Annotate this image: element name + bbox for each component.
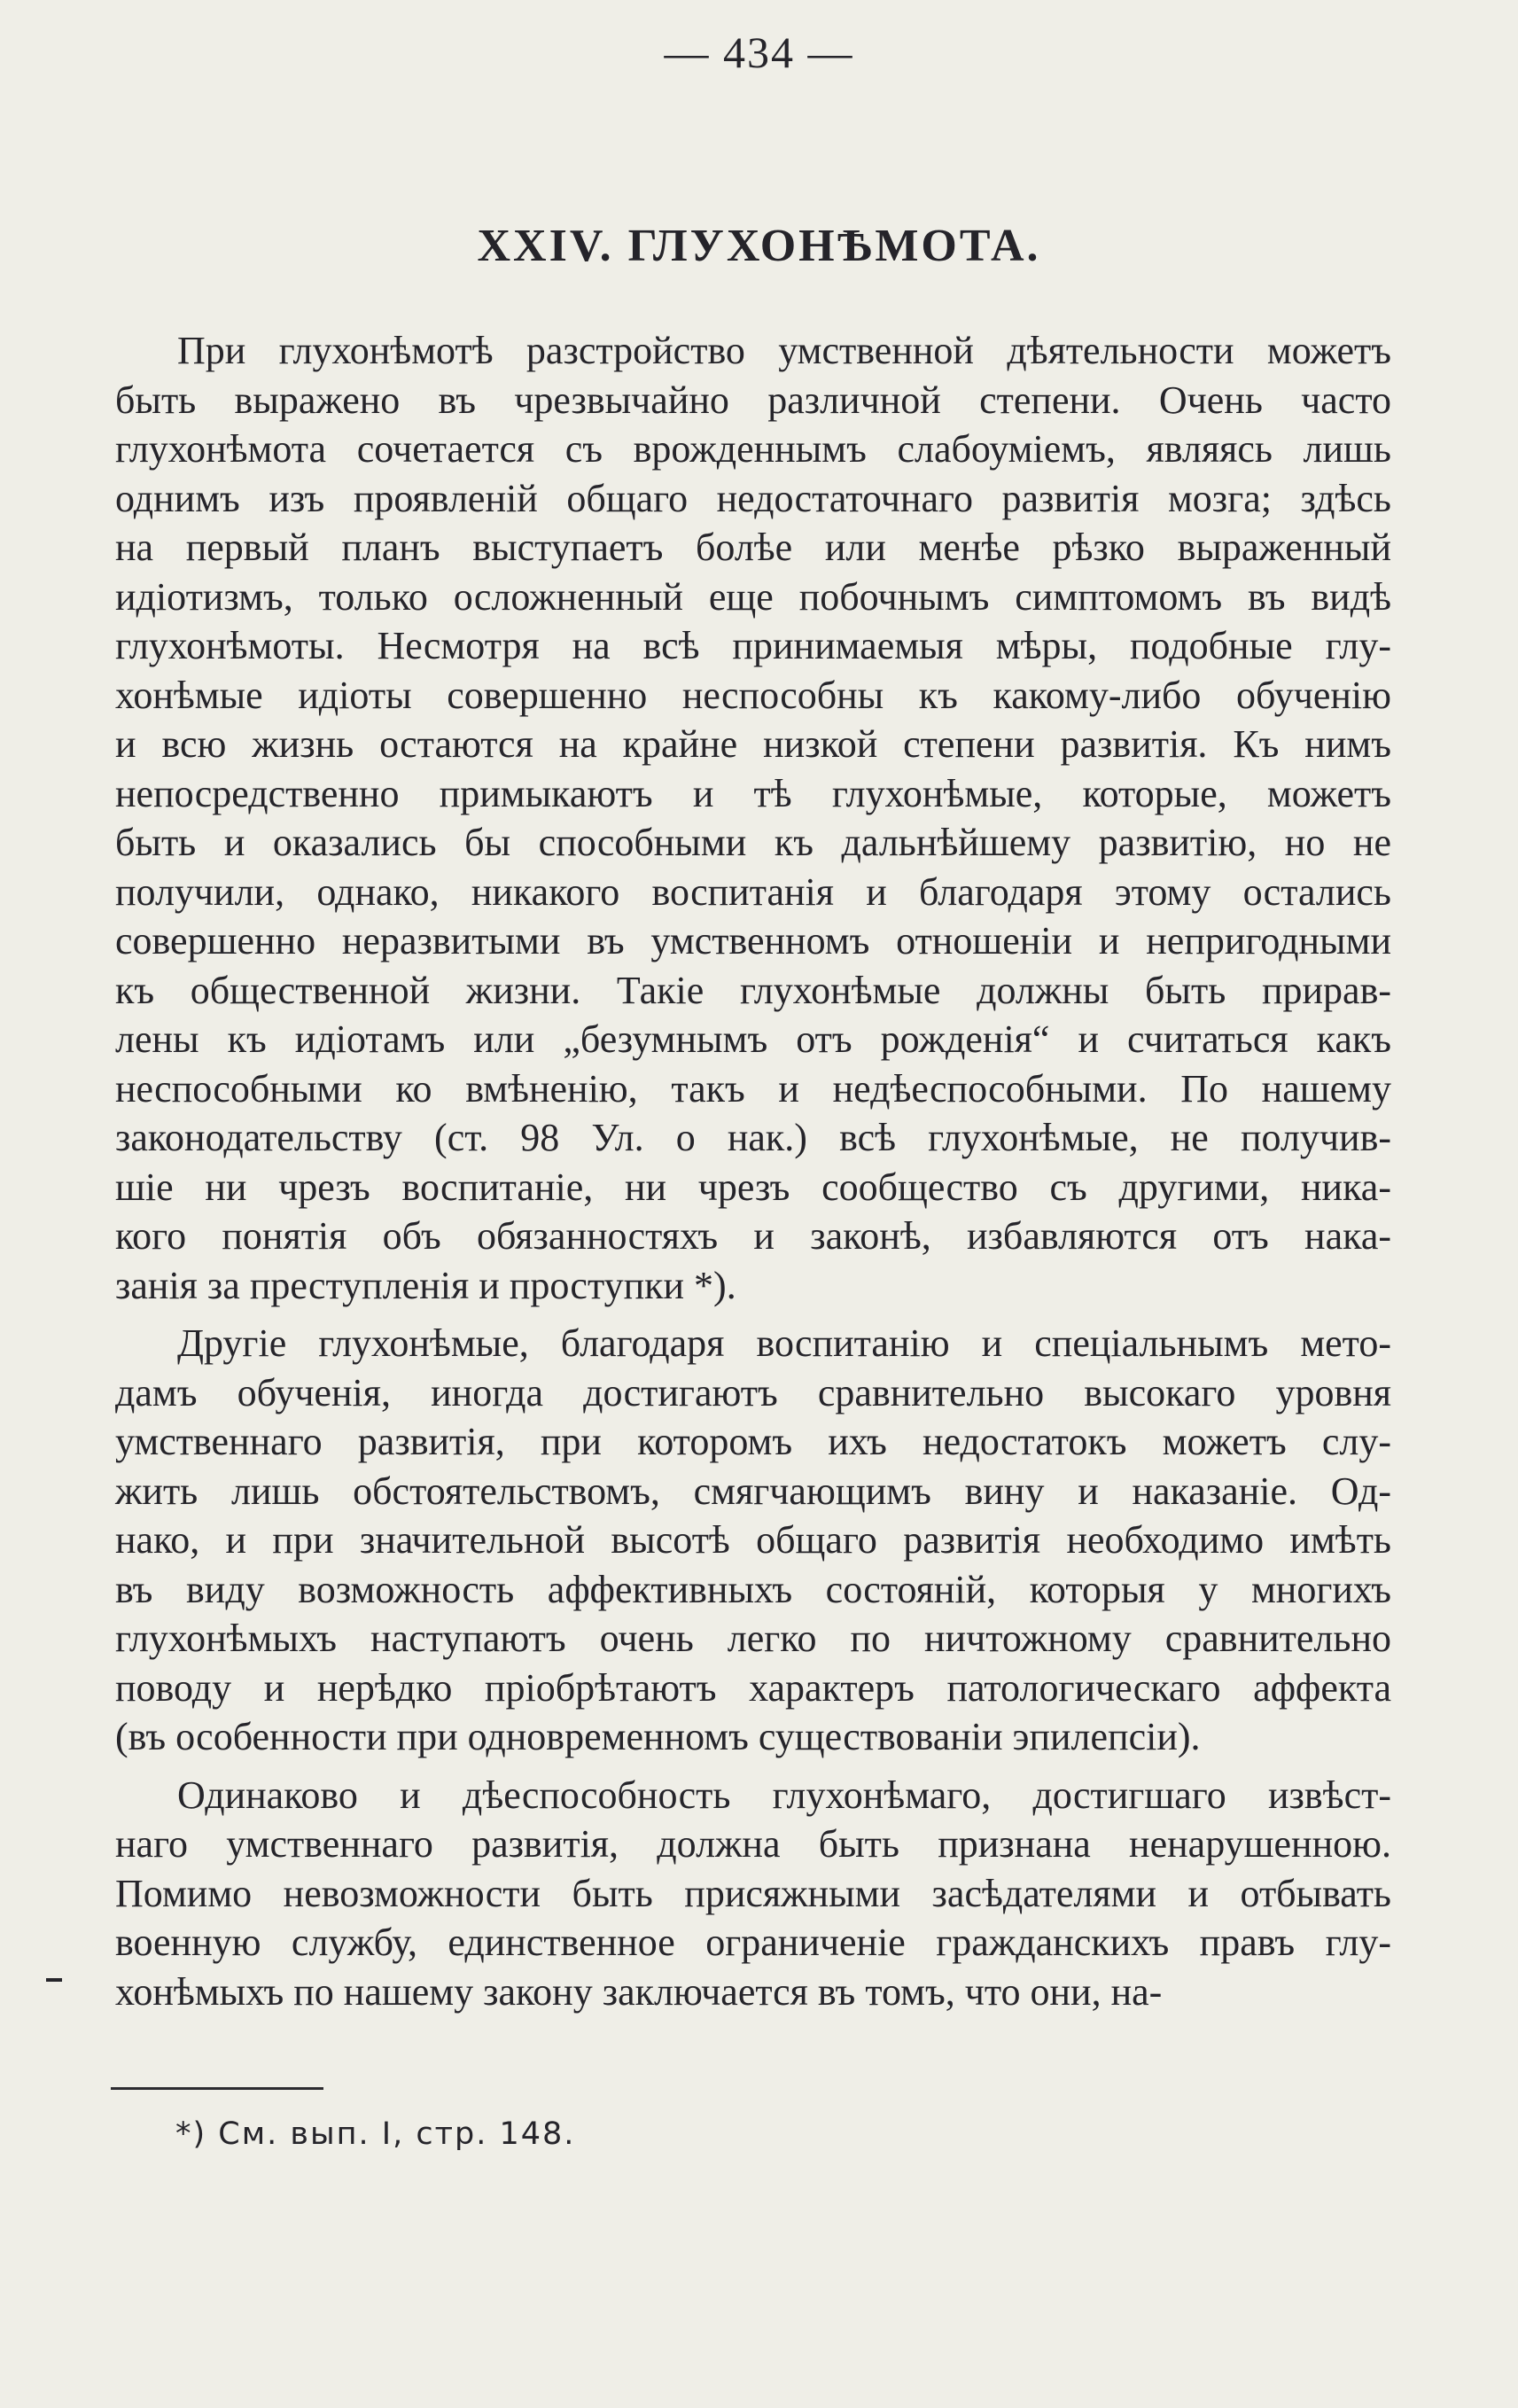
text-line: Другіе глухонѣмые, благодаря воспитанію и спеціальнымъ мето- [177,1321,1391,1365]
body-text [115,326,1391,2016]
text-line: глухонѣмота сочетается съ врожденнымъ слабоуміемъ, являясь лишь [115,427,1391,471]
text-line: кого понятія объ обязанностяхъ и законѣ, избавляются отъ нака- [115,1214,1391,1258]
page-number: — 434 — [664,27,854,77]
text-line: хонѣмыхъ по нашему закону заключается въ томъ, что они, на- [115,1969,1163,2014]
text-line: При глухонѣмотѣ разстройство умственной дѣятельности можетъ [177,329,1391,372]
paragraph-gap [115,1762,1391,1771]
text-line: совершенно неразвитыми въ умственномъ отношеніи и непригодными [115,919,1391,962]
text-line: получили, однако, никакого воспитанія и благодаря этому остались [115,869,1391,914]
margin-mark [46,1978,62,1982]
text-line: быть и оказались бы способными къ дальнѣйшему развитію, но не [115,821,1391,864]
text-line: къ общественной жизни. Такіе глухонѣмые должны быть прирав- [115,968,1391,1012]
text-line: и всю жизнь остаются на крайне низкой степени развитія. Къ нимъ [115,722,1391,766]
text-line: однимъ изъ проявленій общаго недостаточнаго развитія мозга; здѣсь [115,476,1391,520]
text-line: наго умственнаго развитія, должна быть признана ненарушенною. [115,1822,1391,1866]
text-line: шіе ни чрезъ воспитаніе, ни чрезъ сообщество съ другими, ника- [115,1165,1391,1209]
text-line: глухонѣмыхъ наступаютъ очень легко по ничтожному сравнительно [115,1617,1391,1660]
chapter-title: XXIV. ГЛУХОНѢМОТА. [477,221,1041,271]
footnote-divider [111,2087,323,2090]
paragraph-gap [115,1310,1391,1319]
text-line: неспособными ко вмѣненію, такъ и недѣеспособными. По нашему [115,1066,1391,1110]
text-line: непосредственно примыкаютъ и тѣ глухонѣмые, которые, можетъ [115,771,1391,815]
paragraph [115,326,1391,1310]
text-line: быть выражено въ чрезвычайно различной степени. Очень часто [115,378,1391,422]
text-line: военную службу, единственное ограниченіе гражданскихъ правъ глу- [115,1921,1391,1964]
text-line: жить лишь обстоятельствомъ, смягчающимъ вину и наказаніе. Од- [115,1469,1391,1513]
text-line: Одинаково и дѣеспособность глухонѣмаго, достигшаго извѣст- [177,1773,1391,1817]
paragraph [115,1771,1391,2017]
text-line: на первый планъ выступаетъ болѣе или менѣе рѣзко выраженный [115,526,1391,569]
text-line: поводу и нерѣдко пріобрѣтаютъ характеръ патологическаго аффекта [115,1665,1391,1710]
text-line: занія за преступленія и проступки *). [115,1263,736,1307]
paragraph [115,1319,1391,1762]
text-line: (въ особенности при одновременномъ существованіи эпилепсіи). [115,1715,1201,1758]
text-line: умственнаго развитія, при которомъ ихъ недостатокъ можетъ слу- [115,1420,1391,1463]
text-line: въ виду возможность аффективныхъ состояній, которыя у многихъ [115,1567,1391,1611]
text-line: нако, и при значительной высотѣ общаго развитія необходимо имѣть [115,1518,1391,1562]
text-line: идіотизмъ, только осложненный еще побочнымъ симптомомъ въ видѣ [115,574,1391,619]
footnote: *) См. вып. I, стр. 148. [175,2116,576,2152]
text-line: законодательству (ст. 98 Ул. о нак.) всѣ глухонѣмые, не получив- [115,1116,1391,1159]
text-line: лены къ идіотамъ или „безумнымъ отъ рожденія“ и считаться какъ [115,1017,1391,1061]
text-line: хонѣмые идіоты совершенно неспособны къ какому-либо обученію [115,673,1391,717]
text-line: глухонѣмоты. Несмотря на всѣ принимаемыя мѣры, подобные глу- [115,624,1391,667]
text-line: Помимо невозможности быть присяжными засѣдателями и отбывать [115,1871,1391,1915]
text-line: дамъ обученія, иногда достигаютъ сравнительно высокаго уровня [115,1370,1391,1414]
